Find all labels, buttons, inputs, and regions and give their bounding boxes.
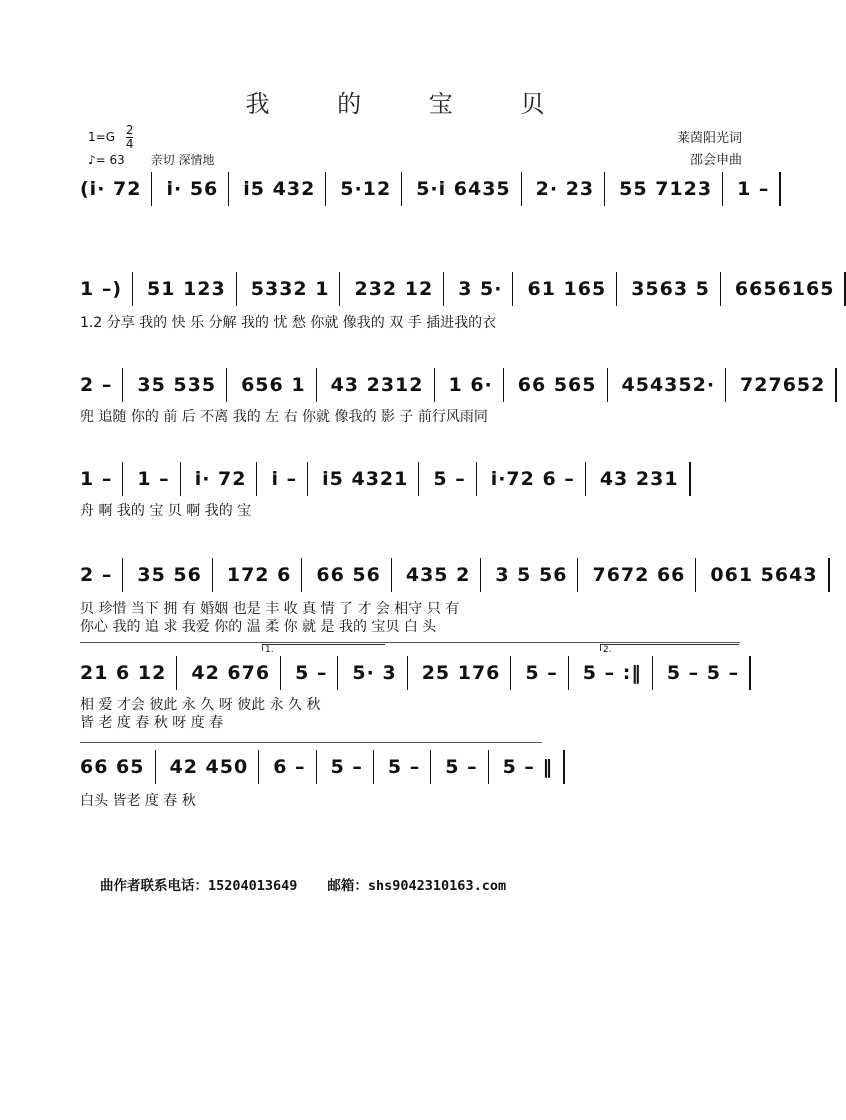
divider xyxy=(80,642,740,643)
measure: 5 – :‖ xyxy=(583,656,653,690)
measure: 35 56 xyxy=(137,558,213,592)
measure: 5 – xyxy=(388,750,431,784)
measure: 172 6 xyxy=(227,558,303,592)
measure: 5 – ‖ xyxy=(503,750,565,784)
page-title: 我 的 宝 贝 xyxy=(245,90,575,118)
notes-row xyxy=(80,656,740,690)
measure: 66 65 xyxy=(80,750,156,784)
second-ending: 2. xyxy=(600,644,739,651)
measure: 66 56 xyxy=(316,558,392,592)
measure: 2 – xyxy=(80,558,123,592)
first-ending: 1. xyxy=(262,644,385,651)
measure: (i· 72 xyxy=(80,172,152,206)
measure: 1 – xyxy=(80,462,123,496)
measure: 3563 5 xyxy=(631,272,721,306)
measure: i5 432 xyxy=(243,172,326,206)
measure: 21 6 12 xyxy=(80,656,177,690)
time-top: 2 xyxy=(125,123,134,137)
measure: 435 2 xyxy=(406,558,482,592)
measure: 5 – xyxy=(525,656,568,690)
notes-row xyxy=(80,368,826,402)
lyric-line: 你心 我的 追 求 我爱 你的 温 柔 你 就 是 我的 宝贝 白 头 xyxy=(80,619,437,635)
measure: 1 –) xyxy=(80,272,133,306)
measure: i5 4321 xyxy=(322,462,419,496)
measure: 25 176 xyxy=(422,656,512,690)
measure: i·72 6 – xyxy=(491,462,586,496)
lyricist: 莱茵阳光词 xyxy=(676,131,742,146)
lyric-line: 相 爱 才会 彼此 永 久 呀 彼此 永 久 秋 xyxy=(80,697,321,713)
divider xyxy=(80,742,542,743)
measure: 1 6· xyxy=(449,368,504,402)
staff-row xyxy=(80,368,826,402)
measure: i· 56 xyxy=(166,172,229,206)
measure: 43 2312 xyxy=(331,368,435,402)
contact-info xyxy=(100,874,506,894)
measure: 7672 66 xyxy=(592,558,696,592)
measure: 1 – xyxy=(137,462,180,496)
staff-row xyxy=(80,172,770,206)
time-signature xyxy=(126,124,134,151)
lyric-line: 贝 珍惜 当下 拥 有 婚姻 也是 丰 收 真 情 了 才 会 相守 只 有 xyxy=(80,601,460,617)
notes-row xyxy=(80,462,740,496)
lyric-line: 白头 皆老 度 春 秋 xyxy=(80,793,196,809)
credits xyxy=(677,128,742,172)
measure: i· 72 xyxy=(195,462,258,496)
measure: 1 – xyxy=(737,172,781,206)
measure: 61 165 xyxy=(527,272,617,306)
time-bottom: 4 xyxy=(125,137,134,151)
measure: 35 535 xyxy=(137,368,227,402)
measure: 5 – 5 – xyxy=(667,656,751,690)
measure: i – xyxy=(271,462,308,496)
staff-row xyxy=(80,558,818,592)
lyric-line: 舟 啊 我的 宝 贝 啊 我的 宝 xyxy=(80,503,252,519)
measure: 2 – xyxy=(80,368,123,402)
phone-label: 曲作者联系电话： xyxy=(100,878,208,894)
staff-row xyxy=(80,272,835,306)
measure: 727652 xyxy=(740,368,837,402)
measure: 454352· xyxy=(622,368,727,402)
measure: 061 5643 xyxy=(710,558,829,592)
notes-row xyxy=(80,750,554,784)
email-label: 邮箱： xyxy=(327,878,368,894)
tempo-marking: ♪= 63 xyxy=(88,153,125,167)
score-meta xyxy=(88,124,214,168)
lyric-line: 兜 追随 你的 前 后 不离 我的 左 右 你就 像我的 影 子 前行风雨同 xyxy=(80,409,488,425)
measure: 43 231 xyxy=(600,462,691,496)
measure: 5·12 xyxy=(340,172,402,206)
expression-marking: 亲切 深情地 xyxy=(150,153,215,167)
email-address: shs9042310163.com xyxy=(367,878,507,894)
measure: 6656165 xyxy=(735,272,846,306)
measure: 5 – xyxy=(445,750,488,784)
measure: 5 – xyxy=(331,750,374,784)
lyric-line: 皆 老 度 春 秋 呀 度 春 xyxy=(80,715,224,731)
key-signature: 1=G xyxy=(88,130,115,144)
lyric-line: 1.2 分享 我的 快 乐 分解 我的 忧 愁 你就 像我的 双 手 插进我的衣 xyxy=(80,315,497,331)
notes-row xyxy=(80,558,818,592)
measure: 42 450 xyxy=(170,750,260,784)
staff-row xyxy=(80,656,740,690)
measure: 42 676 xyxy=(191,656,281,690)
measure: 232 12 xyxy=(354,272,444,306)
measure: 656 1 xyxy=(241,368,317,402)
measure: 2· 23 xyxy=(536,172,606,206)
measure: 6 – xyxy=(273,750,316,784)
composer: 邵会申曲 xyxy=(689,153,742,168)
notes-row xyxy=(80,172,770,206)
measure: 51 123 xyxy=(147,272,237,306)
measure: 5332 1 xyxy=(251,272,341,306)
staff-row xyxy=(80,750,554,784)
measure: 66 565 xyxy=(518,368,608,402)
phone-number: 15204013649 xyxy=(208,878,298,894)
measure: 3 5 56 xyxy=(495,558,578,592)
measure: 5· 3 xyxy=(352,656,407,690)
measure: 5 – xyxy=(295,656,338,690)
measure: 5·i 6435 xyxy=(416,172,521,206)
measure: 55 7123 xyxy=(619,172,723,206)
staff-row xyxy=(80,462,740,496)
notes-row xyxy=(80,272,835,306)
measure: 5 – xyxy=(433,462,476,496)
measure: 3 5· xyxy=(458,272,513,306)
